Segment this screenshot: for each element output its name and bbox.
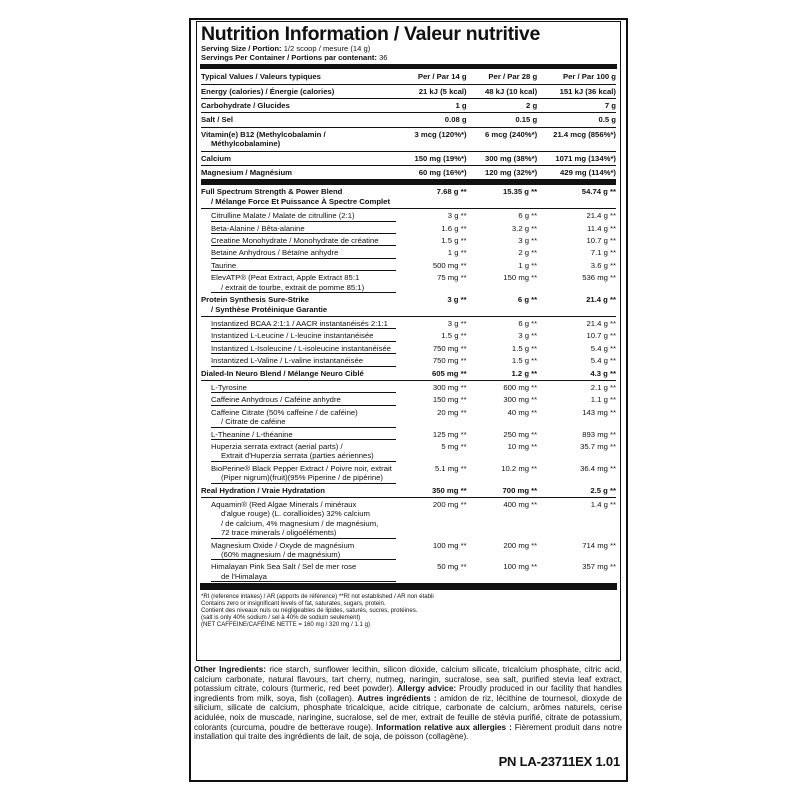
ingredient-row [201,440,616,462]
value-28g: 200 mg ** [503,540,538,550]
value-28g: 6 g ** [518,211,538,221]
value-14g: 3 g ** [396,293,467,316]
row-label: Beta-Alanine / Bêta-alanine [211,223,305,233]
value-100g: 714 mg ** [582,540,616,550]
value-14g: 150 mg (19%*) [396,151,467,165]
label-title: Nutrition Information / Valeur nutritive [201,23,541,45]
ingredient-name [201,222,396,234]
row-label: L-Theanine / L-théanine [211,429,293,439]
ingredient-name [201,462,396,484]
ingredient-name [201,440,396,462]
value-100g: 5.4 g ** [590,356,616,366]
value-28g: 300 mg (38%*) [467,151,538,165]
row-label-cont: / extrait de tourbe, extrait de pomme 85:1) [221,282,365,292]
row-label: Full Spectrum Strength & Power Blend [201,187,343,197]
value-14g: 500 mg ** [432,260,467,270]
row-label-cont: de l'Himalaya [221,571,267,581]
ingredient-name [201,380,396,393]
row-label: Caffeine Anhydrous / Caféine anhydre [211,395,341,405]
nutrient-name [201,166,396,183]
servings-per-container: Servings Per Container / Portions par contenant: 36 [201,52,388,62]
ingredient-name [201,342,396,354]
ingredient-name [201,259,396,271]
value-28g: 48 kJ (10 kcal) [467,84,538,98]
value-100g: 10.7 g ** [586,331,616,341]
ingredient-name [201,271,396,293]
row-label-cont: / de calcium, 4% magnesium / de magnésium, [221,518,379,528]
row-label-cont: d'algue rouge) (L. corallioides) 32% calcium [221,509,370,519]
value-100g: 357 mg ** [582,562,616,572]
value-100g: 2.1 g ** [590,382,616,392]
row-label: Creatine Monohydrate / Monohydrate de créatine [211,236,379,246]
row-label: Caffeine Citrate (50% caffeine / de caféine) [211,407,358,417]
value-100g: 3.6 g ** [590,260,616,270]
ingredient-row [201,329,616,341]
value-14g: 3 g ** [447,211,467,221]
blend-name [201,182,396,208]
ingredient-row [201,406,616,428]
ingredient-name [201,560,396,582]
value-100g: 21.4 g ** [586,318,616,328]
row-label: Energy (calories) / Énergie (calories) [201,86,335,96]
blend-row [201,182,616,208]
divider-bottom [200,583,617,590]
ingredient-name [201,246,396,258]
blend-name [201,293,396,316]
row-label: Dialed-In Neuro Blend / Mélange Neuro Ciblé [201,368,364,378]
value-100g: 5.4 g ** [590,343,616,353]
table-header-row [201,70,616,84]
value-100g: 36.4 mg ** [580,463,616,473]
value-14g: 605 mg ** [396,367,467,381]
ingredient-row [201,222,616,234]
row-label-cont: / Mélange Force Et Puissance À Spectre Complet [211,196,391,206]
nutrient-row [201,99,616,113]
value-100g: 54.74 g ** [537,182,616,208]
value-100g: 143 mg ** [582,407,616,417]
value-14g: 5 mg ** [441,441,467,451]
ingredient-row [201,259,616,271]
value-28g: 250 mg ** [503,429,538,439]
nutrient-row [201,151,616,165]
footnote: *RI (reference intakes) / AR (apports de référence) **RI not established / AR non établi [201,593,434,601]
ingredient-row [201,271,616,293]
value-14g: 750 mg ** [432,356,467,366]
value-100g: 429 mg (114%*) [537,166,616,183]
row-label: Aquamin® (Red Algae Minerals / minéraux [211,500,357,509]
ingredient-name [201,354,396,366]
value-14g: 1.5 g ** [441,236,467,246]
value-28g: 40 mg ** [507,407,538,417]
value-100g: 10.7 g ** [586,236,616,246]
value-100g: 536 mg ** [582,273,616,283]
nutrient-name [201,151,396,165]
column-header: Per / Par 14 g [396,70,467,84]
column-header: Per / Par 28 g [467,70,538,84]
column-header: Per / Par 100 g [537,70,616,84]
column-header: Typical Values / Valeurs typiques [201,70,396,84]
value-14g: 3 g ** [447,318,467,328]
row-label: Magnesium Oxide / Oxyde de magnésium [211,540,355,550]
value-28g: 2 g ** [518,248,538,258]
ingredient-name [201,539,396,561]
row-label: Instantized BCAA 2:1:1 / AACR instantanéisés 2:1:1 [211,318,388,328]
value-14g: 300 mg ** [432,382,467,392]
ingredient-row [201,498,616,539]
value-100g: 151 kJ (36 kcal) [537,84,616,98]
ingredient-row [201,342,616,354]
footnote: Contient des niveaux nuls ou négligeables de lipides, saturés, sucres, protéines. [201,607,418,615]
row-label: ElevATP® (Peat Extract, Apple Extract 85:1 [211,273,360,283]
value-14g: 50 mg ** [437,562,467,572]
nutrition-table [201,70,616,582]
nutrient-name [201,99,396,113]
value-100g: 1.1 g ** [590,395,616,405]
value-100g: 21.4 g ** [586,211,616,221]
value-14g: 1.5 g ** [441,331,467,341]
value-28g: 0.15 g [467,113,538,127]
value-14g: 750 mg ** [432,343,467,353]
ingredient-row [201,393,616,405]
ingredient-row [201,462,616,484]
footnote: Contains zero or insignificant levels of fat, saturates, sugars, protein. [201,600,386,608]
value-28g: 1.5 g ** [511,356,538,366]
row-label-cont: Méthylcobalamine) [211,139,281,149]
row-label: Vitamin(e) B12 (Methylcobalamin / [201,129,326,139]
ingredient-name [201,316,396,329]
value-14g: 1.6 g ** [441,223,467,233]
ingredient-name [201,234,396,246]
row-label: Instantized L-Isoleucine / L-isoleucine instantanéisée [211,343,391,353]
ingredient-name [201,406,396,428]
ingredient-row [201,380,616,393]
ingredient-row [201,209,616,222]
value-28g: 6 g ** [467,293,538,316]
ingredient-row [201,560,616,582]
value-28g: 1.5 g ** [511,343,538,353]
ingredient-row [201,428,616,440]
value-14g: 0.08 g [396,113,467,127]
ingredient-row [201,539,616,561]
value-14g: 125 mg ** [432,429,467,439]
row-label-cont: (Piper nigrum)(fruit)(95% Piperine / de pipérine) [221,473,383,483]
part-number: PN LA-23711EX 1.01 [498,754,620,769]
row-label: Salt / Sel [201,115,234,125]
row-label: Magnesium / Magnésium [201,168,292,178]
value-100g: 4.3 g ** [537,367,616,381]
blend-row [201,367,616,381]
value-28g: 3 g ** [518,236,538,246]
value-14g: 7.68 g ** [396,182,467,208]
value-28g: 700 mg ** [467,484,538,498]
other-ingredients: Other Ingredients: rice starch, sunflower lecithin, silicon dioxide, calcium silicate, tricalcium phosphate, citric acid, calcium carbonate, natural flavours, tart cherry, nutmeg, naringin, sucralose, sea salt, purified stevia leaf extract, potassium citrate, colours (turmeric, red beet powder). Allergy advice: Proudly produced in our facility that handles ingredients from milk, soya, fish (collagen). Autres ingrédients : amidon de riz, lécithine de tournesol, dioxyde de silicium, silicate de calcium, phosphate tricalcique, acide citrique, carbonate de calcium, arômes naturels, cerise acidulée, noix de muscade, naringine, sucralose, sel de mer, extrait de feuille de stévia purifié, citrate de potassium, colorants (curcuma, poudre de betterave rouge). Information relative aux allergies : Fièrement produit dans notre installation qui traite des ingrédients de lait, de soja, de poisson (collagène). [194,665,622,742]
ingredient-name [201,498,396,539]
value-28g: 6 g ** [518,318,538,328]
value-14g: 5.1 mg ** [434,463,467,473]
value-14g: 75 mg ** [437,273,467,283]
row-label: Himalayan Pink Sea Salt / Sel de mer rose [211,562,357,572]
row-label: Huperzia serrata extract (aerial parts) / [211,441,343,451]
value-100g: 21.4 g ** [537,293,616,316]
ingredient-row [201,354,616,366]
footnote: (NET CAFFEINE/CAFÉINE NETTE = 160 mg / 320 mg / 1.1 g) [201,621,371,629]
ingredient-name [201,209,396,222]
row-label-cont: 72 trace minerals / oligoéléments) [221,528,337,538]
row-label-cont: Extrait d'Huperzia serrata (parties aériennes) [221,451,374,461]
value-28g: 3.2 g ** [511,223,538,233]
value-14g: 21 kJ (5 kcal) [396,84,467,98]
ingredient-row [201,234,616,246]
serving-size: Serving Size / Portion: 1/2 scoop / mesure (14 g) [201,44,371,53]
value-28g: 6 mcg (240%*) [467,127,538,151]
row-label: Taurine [211,260,237,270]
footnotes [201,593,616,628]
value-100g: 7 g [537,99,616,113]
value-14g: 150 mg ** [432,395,467,405]
value-28g: 1 g ** [518,260,538,270]
value-14g: 350 mg ** [396,484,467,498]
value-14g: 60 mg (16%*) [396,166,467,183]
footnote: (salt is only 40% sodium / sel à 40% de sodium seulement) [201,614,361,622]
nutrient-row [201,84,616,98]
nutrient-row [201,127,616,151]
value-14g: 1 g [396,99,467,113]
ingredient-name [201,329,396,341]
nutrient-name [201,113,396,127]
value-28g: 2 g [467,99,538,113]
value-100g: 0.5 g [537,113,616,127]
blend-row [201,484,616,498]
blend-name [201,367,396,381]
row-label: Real Hydration / Vraie Hydratation [201,485,325,495]
ingredient-row [201,316,616,329]
value-28g: 10.2 mg ** [501,463,538,473]
nutrient-name [201,127,396,151]
row-label: Protein Synthesis Sure-Strike [201,295,310,305]
value-100g: 1.4 g ** [590,500,616,509]
nutrient-name [201,84,396,98]
row-label: BioPerine® Black Pepper Extract / Poivre noir, extrait [211,463,392,473]
value-100g: 1071 mg (134%*) [537,151,616,165]
value-28g: 150 mg ** [503,273,538,283]
row-label: L-Tyrosine [211,382,247,392]
nutrient-row [201,113,616,127]
value-100g: 7.1 g ** [590,248,616,258]
value-100g: 11.4 g ** [587,223,616,233]
row-label-cont: / Synthèse Protéinique Garantie [211,304,328,314]
value-28g: 600 mg ** [503,382,538,392]
value-28g: 300 mg ** [503,395,538,405]
row-label: Calcium [201,153,231,163]
value-28g: 400 mg ** [503,500,538,509]
nutrition-panel [196,21,621,661]
value-28g: 10 mg ** [507,441,538,451]
row-label: Betaine Anhydrous / Bétaïne anhydre [211,248,339,258]
value-14g: 1 g ** [447,248,467,258]
value-100g: 21.4 mcg (856%*) [537,127,616,151]
divider-thick [200,64,617,69]
value-28g: 1.2 g ** [467,367,538,381]
row-label: Carbohydrate / Glucides [201,101,290,110]
ingredient-name [201,393,396,405]
row-label-cont: / Citrate de caféine [221,417,286,427]
value-100g: 893 mg ** [582,429,616,439]
value-100g: 2.5 g ** [537,484,616,498]
value-28g: 15.35 g ** [467,182,538,208]
value-28g: 3 g ** [518,331,538,341]
row-label: Citrulline Malate / Malate de citrulline (2:1) [211,211,355,221]
row-label: Instantized L-Valine / L-valine instantanéisée [211,356,363,366]
row-label-cont: (60% magnesium / de magnésium) [221,550,341,560]
value-14g: 3 mcg (120%*) [396,127,467,151]
blend-name [201,484,396,498]
value-14g: 100 mg ** [432,540,467,550]
value-28g: 100 mg ** [503,562,538,572]
value-100g: 35.7 mg ** [580,441,616,451]
ingredient-name [201,428,396,440]
nutrient-row [201,166,616,183]
row-label: Instantized L-Leucine / L-leucine instantanéisée [211,331,374,341]
blend-row [201,293,616,316]
ingredient-row [201,246,616,258]
value-14g: 20 mg ** [437,407,467,417]
value-14g: 200 mg ** [432,500,467,509]
value-28g: 120 mg (32%*) [467,166,538,183]
